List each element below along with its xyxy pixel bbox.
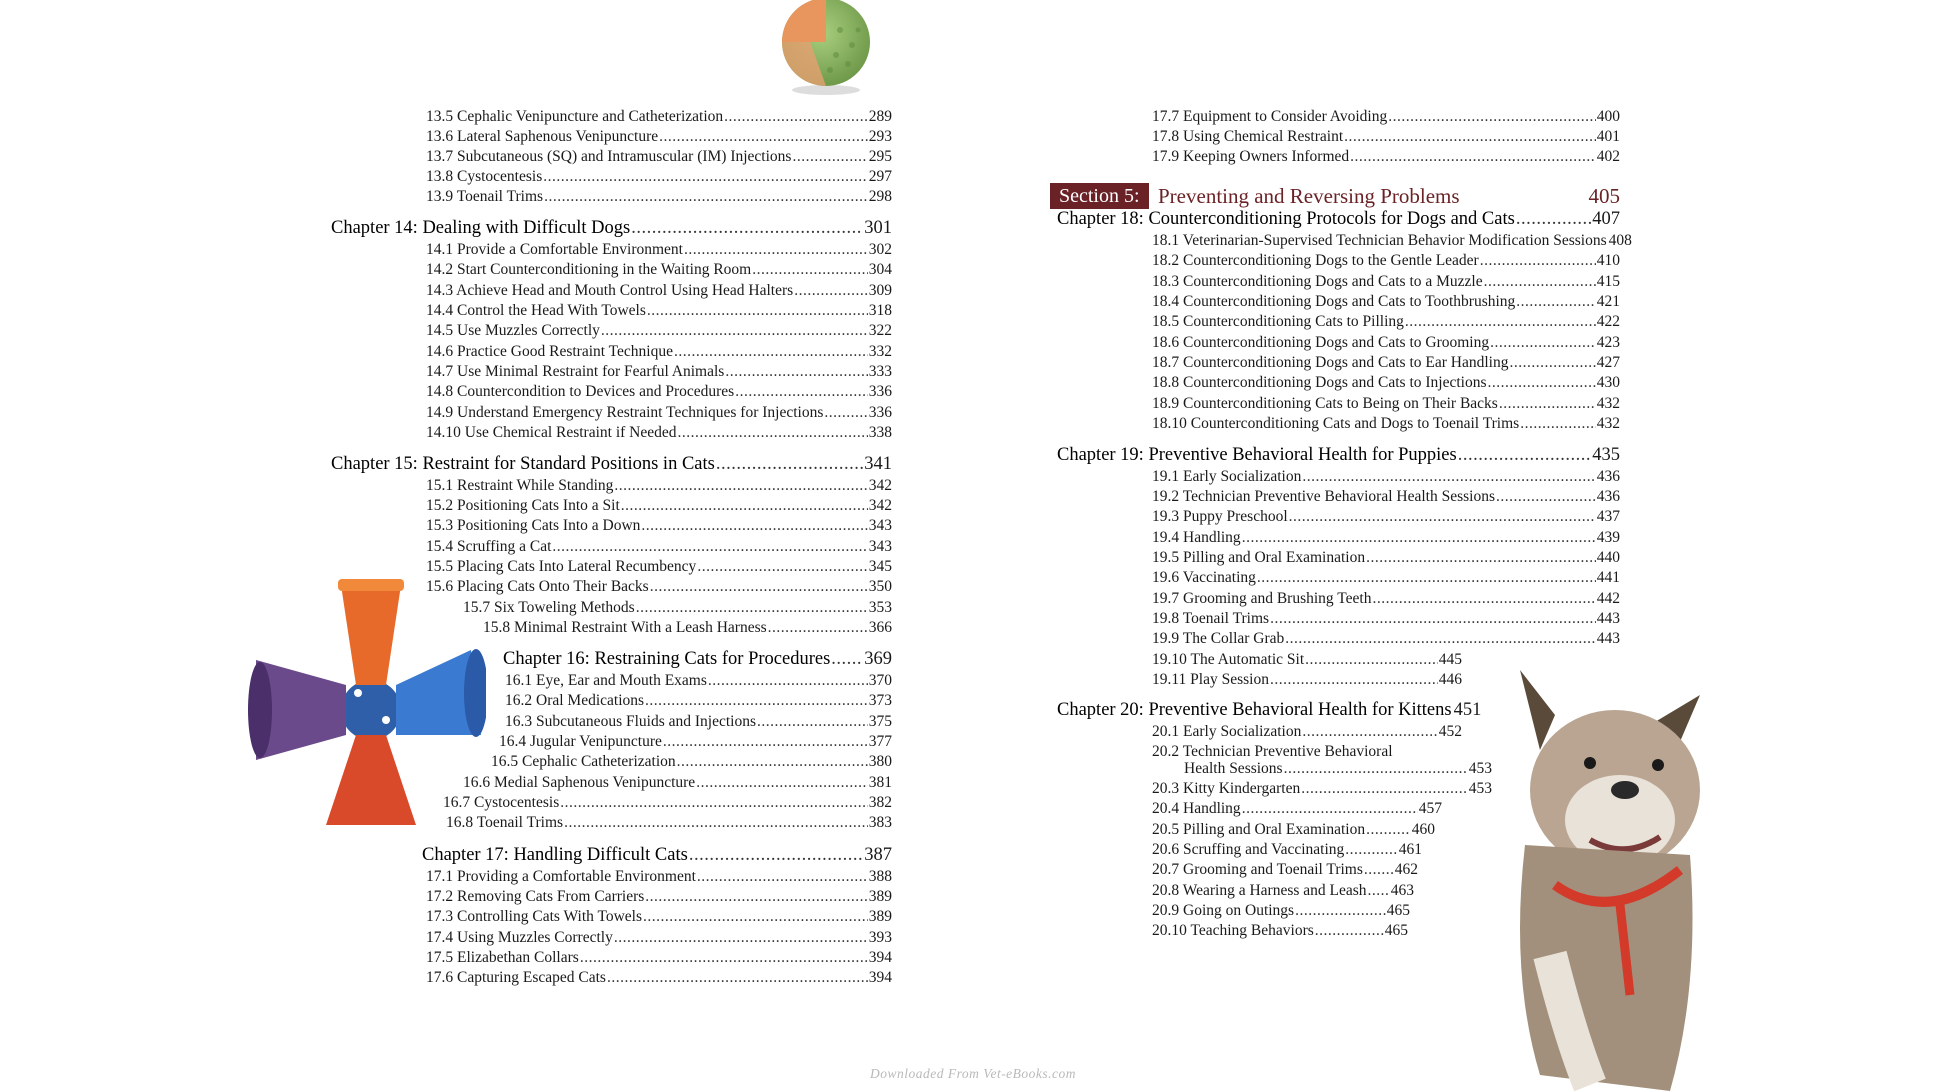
toc-entry[interactable]: 14.9 Understand Emergency Restraint Techniques for Injections ..... 336	[426, 403, 892, 423]
toc-entry[interactable]: 19.5 Pilling and Oral Examination ..... 440	[1152, 548, 1620, 568]
toc-chapter[interactable]: Chapter 15: Restraint for Standard Positions in Cats ..... 341	[331, 454, 892, 474]
toc-entry[interactable]: 16.8 Toenail Trims ..... 383	[446, 813, 892, 833]
toc-entry[interactable]: 18.8 Counterconditioning Dogs and Cats to Injections ..... 430	[1152, 373, 1620, 393]
toc-entry[interactable]: 13.6 Lateral Saphenous Venipuncture ..... 293	[426, 127, 892, 147]
toc-entry[interactable]: 15.4 Scruffing a Cat ..... 343	[426, 537, 892, 557]
toc-entry[interactable]: 20.10 Teaching Behaviors ..... 465	[1152, 921, 1408, 941]
section-heading[interactable]	[1050, 183, 1620, 211]
toc-entry[interactable]: 18.5 Counterconditioning Cats to Pilling ..... 422	[1152, 312, 1620, 332]
toc-entry[interactable]: 15.1 Restraint While Standing ..... 342	[426, 476, 892, 496]
toc-chapter[interactable]: Chapter 17: Handling Difficult Cats ..... 387	[422, 845, 892, 865]
toc-entry[interactable]: 18.6 Counterconditioning Dogs and Cats to Grooming ..... 423	[1152, 333, 1620, 353]
toc-entry[interactable]: 20.4 Handling ..... 457	[1152, 799, 1442, 819]
toc-entry[interactable]: 16.7 Cystocentesis ..... 382	[443, 793, 892, 813]
toc-entry[interactable]: 20.9 Going on Outings ..... 465	[1152, 901, 1410, 921]
toc-entry[interactable]: 16.3 Subcutaneous Fluids and Injections ..... 375	[505, 712, 892, 732]
ball-toy-illustration	[770, 0, 880, 98]
bulldog-photo-illustration	[1480, 655, 1710, 1091]
toc-entry[interactable]: 14.8 Countercondition to Devices and Procedures ..... 336	[426, 382, 892, 402]
toc-entry[interactable]: 18.7 Counterconditioning Dogs and Cats to Ear Handling ..... 427	[1152, 353, 1620, 373]
toc-entry[interactable]: 16.2 Oral Medications ..... 373	[505, 691, 892, 711]
toc-entry[interactable]: 18.3 Counterconditioning Dogs and Cats to a Muzzle ..... 415	[1152, 272, 1620, 292]
toc-entry[interactable]: 20.2 Technician Preventive Behavioral	[1152, 743, 1393, 760]
toc-entry[interactable]: 17.2 Removing Cats From Carriers ..... 389	[426, 887, 892, 907]
toc-entry[interactable]: 15.6 Placing Cats Onto Their Backs ..... 350	[426, 577, 892, 597]
toc-chapter[interactable]: Chapter 14: Dealing with Difficult Dogs ..... 301	[331, 218, 892, 238]
toc-entry[interactable]: 13.9 Toenail Trims ..... 298	[426, 187, 892, 207]
toc-entry[interactable]: 17.4 Using Muzzles Correctly ..... 393	[426, 928, 892, 948]
toc-entry[interactable]: 14.7 Use Minimal Restraint for Fearful Animals ..... 333	[426, 362, 892, 382]
toc-entry[interactable]: 18.10 Counterconditioning Cats and Dogs to Toenail Trims ..... 432	[1152, 414, 1620, 434]
toc-entry[interactable]: 17.9 Keeping Owners Informed ..... 402	[1152, 147, 1620, 167]
toc-entry[interactable]: 19.11 Play Session ..... 446	[1152, 670, 1462, 690]
toc-entry[interactable]: 20.8 Wearing a Harness and Leash ..... 463	[1152, 881, 1414, 901]
toc-entry[interactable]: 19.6 Vaccinating ..... 441	[1152, 568, 1620, 588]
toc-entry[interactable]: 15.5 Placing Cats Into Lateral Recumbency ..... 345	[426, 557, 892, 577]
toc-entry[interactable]: 20.5 Pilling and Oral Examination ..... 460	[1152, 820, 1435, 840]
toc-chapter[interactable]: Chapter 19: Preventive Behavioral Health for Puppies ..... 435	[1057, 445, 1620, 465]
toc-entry[interactable]: 18.2 Counterconditioning Dogs to the Gentle Leader ..... 410	[1152, 251, 1620, 271]
toc-entry-continued[interactable]: Health Sessions ..... 453	[1184, 759, 1492, 779]
toc-entry[interactable]: 14.10 Use Chemical Restraint if Needed ..... 338	[426, 423, 892, 443]
toc-entry[interactable]: 20.6 Scruffing and Vaccinating ..... 461	[1152, 840, 1422, 860]
toc-entry[interactable]: 18.1 Veterinarian-Supervised Technician Behavior Modification Sessions 408	[1152, 232, 1632, 249]
toc-entry[interactable]: 13.5 Cephalic Venipuncture and Catheterization ..... 289	[426, 107, 892, 127]
toc-entry[interactable]: 16.1 Eye, Ear and Mouth Exams ..... 370	[505, 671, 892, 691]
toc-entry[interactable]: 15.2 Positioning Cats Into a Sit ..... 342	[426, 496, 892, 516]
toc-entry[interactable]: 13.8 Cystocentesis ..... 297	[426, 167, 892, 187]
toc-chapter[interactable]: Chapter 16: Restraining Cats for Procedures ..... 369	[503, 649, 892, 669]
toc-entry[interactable]: 14.1 Provide a Comfortable Environment ..... 302	[426, 240, 892, 260]
toc-entry[interactable]: 17.1 Providing a Comfortable Environment ..... 388	[426, 867, 892, 887]
toc-entry[interactable]: 15.3 Positioning Cats Into a Down ..... 343	[426, 516, 892, 536]
toc-entry[interactable]: 13.7 Subcutaneous (SQ) and Intramuscular (IM) Injections ..... 295	[426, 147, 892, 167]
toc-entry[interactable]: 17.5 Elizabethan Collars ..... 394	[426, 948, 892, 968]
section-page-number: 405	[1588, 184, 1620, 208]
toc-entry[interactable]: 19.3 Puppy Preschool ..... 437	[1152, 507, 1620, 527]
toc-entry[interactable]: 18.9 Counterconditioning Cats to Being on Their Backs ..... 432	[1152, 394, 1620, 414]
toc-chapter[interactable]: Chapter 20: Preventive Behavioral Health for Kittens 451	[1057, 700, 1482, 720]
toc-entry[interactable]: 17.8 Using Chemical Restraint ..... 401	[1152, 127, 1620, 147]
toc-entry[interactable]: 18.4 Counterconditioning Dogs and Cats to Toothbrushing ..... 421	[1152, 292, 1620, 312]
toc-entry[interactable]: 19.1 Early Socialization ..... 436	[1152, 467, 1620, 487]
toc-entry[interactable]: 20.3 Kitty Kindergarten ..... 453	[1152, 779, 1492, 799]
toc-entry[interactable]: 19.8 Toenail Trims ..... 443	[1152, 609, 1620, 629]
toc-entry[interactable]: 19.2 Technician Preventive Behavioral Health Sessions ..... 436	[1152, 487, 1620, 507]
toc-entry[interactable]: 16.6 Medial Saphenous Venipuncture ..... 381	[463, 773, 892, 793]
toc-entry[interactable]: 16.4 Jugular Venipuncture ..... 377	[499, 732, 892, 752]
toc-entry[interactable]: 20.1 Early Socialization ..... 452	[1152, 722, 1462, 742]
toc-entry[interactable]: 14.3 Achieve Head and Mouth Control Using Head Halters ..... 309	[426, 281, 892, 301]
toc-entry[interactable]: 19.10 The Automatic Sit ..... 445	[1152, 650, 1462, 670]
toc-entry[interactable]: 20.7 Grooming and Toenail Trims ..... 462	[1152, 860, 1418, 880]
toc-chapter[interactable]: Chapter 18: Counterconditioning Protocols for Dogs and Cats ..... 407	[1057, 209, 1620, 229]
toc-entry[interactable]: 14.5 Use Muzzles Correctly ..... 322	[426, 321, 892, 341]
toc-entry[interactable]: 19.4 Handling ..... 439	[1152, 528, 1620, 548]
toc-entry[interactable]: 15.7 Six Toweling Methods ..... 353	[463, 598, 892, 618]
toc-entry[interactable]: 14.4 Control the Head With Towels ..... 318	[426, 301, 892, 321]
toc-entry[interactable]: 14.6 Practice Good Restraint Technique ..... 332	[426, 342, 892, 362]
download-watermark: Downloaded From Vet-eBooks.com	[869, 1066, 1077, 1081]
toc-entry[interactable]: 15.8 Minimal Restraint With a Leash Harness ..... 366	[483, 618, 892, 638]
toc-entry[interactable]: 19.7 Grooming and Brushing Teeth ..... 442	[1152, 589, 1620, 609]
toc-entry[interactable]: 19.9 The Collar Grab ..... 443	[1152, 629, 1620, 649]
toc-entry[interactable]: 16.5 Cephalic Catheterization ..... 380	[491, 752, 892, 772]
section-title: Preventing and Reversing Problems	[1158, 184, 1460, 208]
toc-entry[interactable]: 17.3 Controlling Cats With Towels ..... 389	[426, 907, 892, 927]
toc-entry[interactable]: 17.7 Equipment to Consider Avoiding ..... 400	[1152, 107, 1620, 127]
toc-entry[interactable]: 14.2 Start Counterconditioning in the Waiting Room ..... 304	[426, 260, 892, 280]
section-badge: Section 5:	[1050, 183, 1149, 209]
toc-entry[interactable]: 17.6 Capturing Escaped Cats ..... 394	[426, 968, 892, 988]
